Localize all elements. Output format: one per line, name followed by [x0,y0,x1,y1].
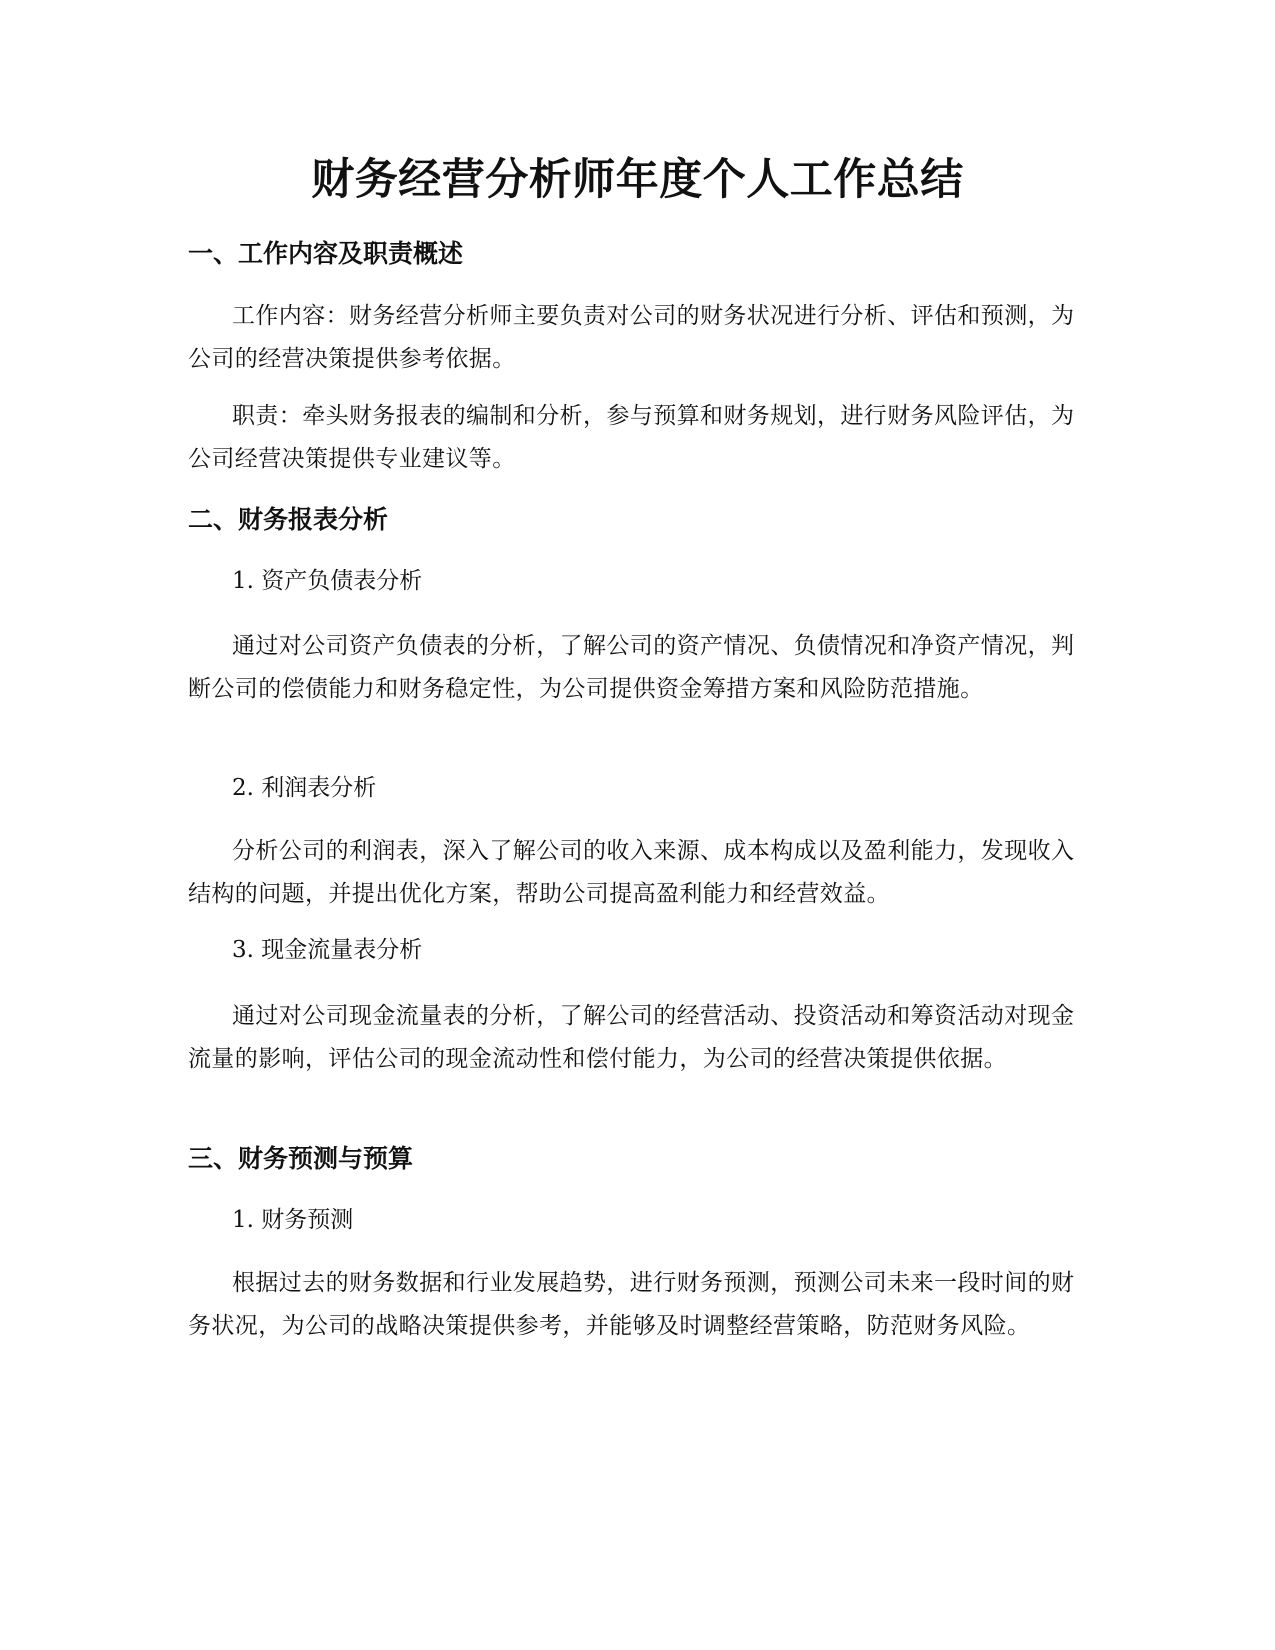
subheading: 1. 资产负债表分析 [232,568,423,594]
subheading: 1. 财务预测 [232,1207,354,1233]
paragraph-responsibilities: 职责：牵头财务报表的编制和分析，参与预算和财务规划，进行财务风险评估，为公司经营决策提供专业建议等。 [188,403,1075,472]
subheading: 3. 现金流量表分析 [232,937,423,963]
document-title: 财务经营分析师年度个人工作总结 [311,155,964,205]
subheading: 2. 利润表分析 [232,775,377,801]
section-heading: 二、财务报表分析 [188,505,389,534]
paragraph: 通过对公司资产负债表的分析，了解公司的资产情况、负债情况和净资产情况，判断公司的偿债能力和财务稳定性，为公司提供资金筹措方案和风险防范措施。 [188,633,1075,702]
paragraph: 分析公司的利润表，深入了解公司的收入来源、成本构成以及盈利能力，发现收入结构的问题，并提出优化方案，帮助公司提高盈利能力和经营效益。 [188,838,1075,907]
paragraph: 根据过去的财务数据和行业发展趋势，进行财务预测，预测公司未来一段时间的财务状况，为公司的战略决策提供参考，并能够及时调整经营策略，防范财务风险。 [188,1270,1075,1339]
paragraph: 通过对公司现金流量表的分析，了解公司的经营活动、投资活动和筹资活动对现金流量的影响，评估公司的现金流动性和偿付能力，为公司的经营决策提供依据。 [188,1003,1075,1072]
paragraph-work-content: 工作内容：财务经营分析师主要负责对公司的财务状况进行分析、评估和预测，为公司的经营决策提供参考依据。 [188,303,1075,372]
section-heading: 三、财务预测与预算 [188,1144,414,1173]
section-heading: 一、工作内容及职责概述 [188,239,464,268]
